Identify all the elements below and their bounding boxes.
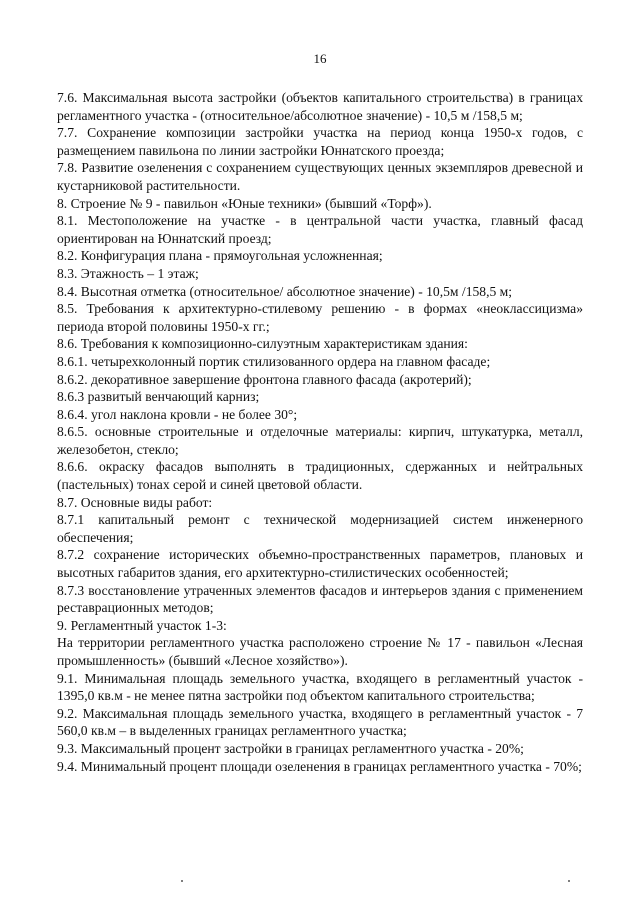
paragraph-8-3: 8.3. Этажность – 1 этаж; (57, 265, 199, 281)
paragraph-9-1: 9.1. Минимальная площадь земельного участка, входящего в регламентный участок - 1395,0 кв.м - не менее пятна застройки под объектом капитального строительства; (57, 670, 583, 704)
page-number: 16 (313, 51, 327, 66)
paragraph-9-intro: На территории регламентного участка расположено строение № 17 - павильон «Лесная промышленность» (бывший «Лесное хозяйство»). (57, 635, 583, 668)
paragraph-8-4: 8.4. Высотная отметка (относительное/ абсолютное значение) - 10,5м /158,5 м; (57, 283, 513, 299)
paragraph-8-6-4: 8.6.4. угол наклона кровли - не более 30°; (57, 406, 298, 422)
paragraph-8-7: 8.7. Основные виды работ: (57, 494, 213, 510)
paragraph-9-heading: 9. Регламентный участок 1-3: (57, 617, 227, 633)
paragraph-8-6: 8.6. Требования к композиционно-силуэтным характеристикам здания: (57, 336, 468, 352)
paragraph-8-6-2: 8.6.2. декоративное завершение фронтона главного фасада (акротерий); (57, 371, 472, 387)
paragraph-8-7-3: 8.7.3 восстановление утраченных элементов фасадов и интерьеров здания с применением реставрационных методов; (57, 582, 583, 616)
paragraph-8-6-5: 8.6.5. основные строительные и отделочные материалы: кирпич, штукатурка, металл, железобетон, стекло; (57, 424, 583, 457)
paragraph-8-2: 8.2. Конфигурация плана - прямоугольная усложненная; (57, 248, 383, 264)
scan-speck (568, 880, 570, 882)
paragraph-7-6: 7.6. Максимальная высота застройки (объектов капитального строительства) в границах регламентного участка - (относительное/абсолютное значение) - 10,5 м /158,5 м; (57, 90, 583, 123)
scan-speck (181, 880, 183, 882)
paragraph-8-6-1: 8.6.1. четырехколонный портик стилизованного ордера на главном фасаде; (57, 353, 491, 369)
paragraph-9-4: 9.4. Минимальный процент площади озеленения в границах регламентного участка - 70%; (57, 758, 582, 774)
paragraph-8-7-1: 8.7.1 капитальный ремонт с технической модернизацией систем инженерного обеспечения; (57, 512, 583, 545)
paragraph-8-5: 8.5. Требования к архитектурно-стилевому решению - в формах «неоклассицизма» периода второй половины 1950-х гг.; (57, 301, 583, 334)
paragraph-8-6-3: 8.6.3 развитый венчающий карниз; (57, 389, 260, 405)
paragraph-9-2: 9.2. Максимальная площадь земельного участка, входящего в регламентный участок - 7 560,0 кв.м – в выделенных границах регламентного участка; (57, 705, 583, 739)
paragraph-8-1: 8.1. Местоположение на участке - в центральной части участка, главный фасад ориентирован на Юннатский проезд; (57, 213, 583, 246)
paragraph-9-3: 9.3. Максимальный процент застройки в границах регламентного участка - 20%; (57, 740, 524, 756)
document-body (57, 89, 583, 775)
paragraph-7-7: 7.7. Сохранение композиции застройки участка на период конца 1950-х годов, с размещением павильона по линии застройки Юннатского проезда; (57, 125, 583, 158)
paragraph-8-7-2: 8.7.2 сохранение исторических объемно-пространственных параметров, плановых и высотных габаритов здания, его архитектурно-стилистических особенностей; (57, 547, 583, 581)
paragraph-7-8: 7.8. Развитие озеленения с сохранением существующих ценных экземпляров древесной и кустарниковой растительности. (57, 160, 583, 193)
paragraph-8-6-6: 8.6.6. окраску фасадов выполнять в традиционных, сдержанных и нейтральных (пастельных) тонах серой и синей цветовой области. (57, 459, 583, 493)
paragraph-8-heading: 8. Строение № 9 - павильон «Юные техники» (бывший «Торф»). (57, 195, 432, 211)
